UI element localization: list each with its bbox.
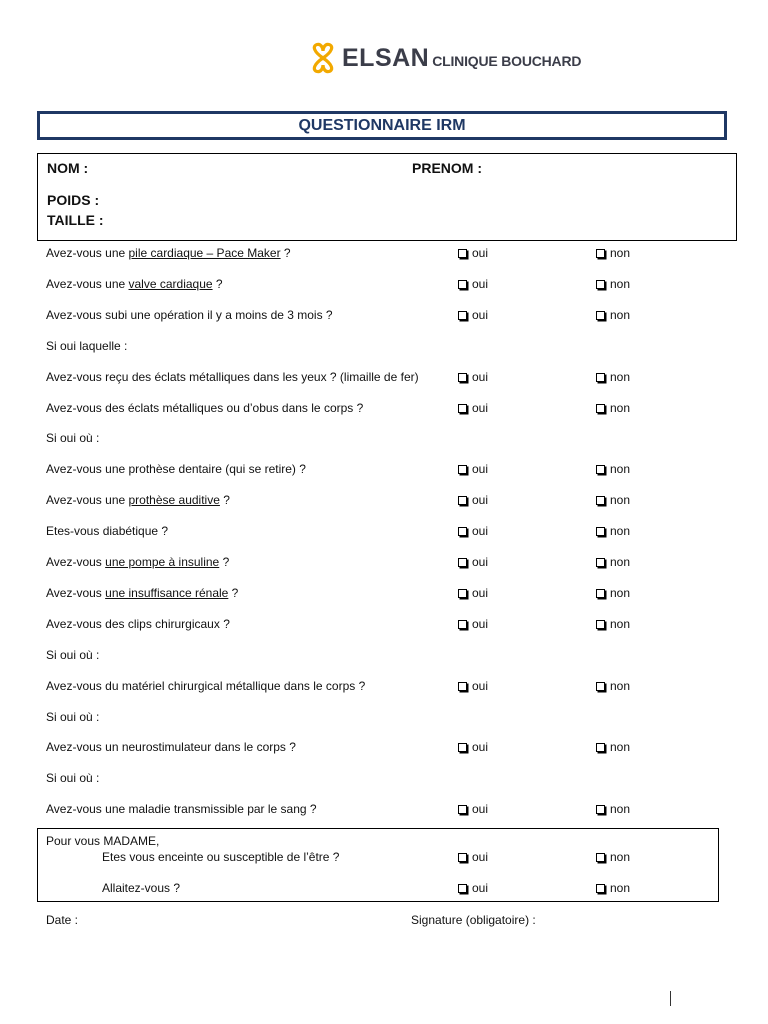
question-text-part: Avez-vous une maladie transmissible par le sang ? (46, 802, 317, 816)
signature-label: Signature (obligatoire) : (411, 913, 536, 927)
non-label: non (610, 524, 631, 538)
oui-label: oui (472, 679, 489, 693)
non-label: non (610, 493, 631, 507)
oui-checkbox[interactable] (458, 617, 488, 631)
question-text-part: Si oui où : (46, 710, 100, 724)
non-checkbox[interactable] (596, 850, 630, 864)
non-label: non (610, 679, 631, 693)
question-row (0, 555, 768, 573)
checkbox-icon (596, 682, 605, 691)
non-checkbox[interactable] (596, 586, 630, 600)
question-text-part: Si oui laquelle : (46, 339, 128, 353)
oui-checkbox[interactable] (458, 277, 488, 291)
checkbox-icon (458, 682, 467, 691)
non-label: non (610, 881, 631, 895)
oui-checkbox[interactable] (458, 493, 488, 507)
non-checkbox[interactable] (596, 881, 630, 895)
question-underlined-term: valve cardiaque (128, 277, 213, 291)
question-text (46, 277, 223, 291)
question-row (0, 308, 768, 326)
oui-label: oui (472, 401, 489, 415)
oui-checkbox[interactable] (458, 246, 488, 260)
question-row (0, 524, 768, 542)
question-row (0, 710, 768, 728)
non-checkbox[interactable] (596, 462, 630, 476)
checkbox-icon (596, 311, 605, 320)
checkbox-icon (458, 805, 467, 814)
non-label: non (610, 246, 631, 260)
non-label: non (610, 308, 631, 322)
question-underlined-term: une pompe à insuline (105, 555, 220, 569)
checkbox-icon (458, 311, 467, 320)
checkbox-icon (596, 496, 605, 505)
madame-question-row (0, 881, 768, 899)
oui-label: oui (472, 802, 489, 816)
oui-checkbox[interactable] (458, 401, 488, 415)
question-row (0, 586, 768, 604)
prenom-label: PRENOM : (412, 160, 482, 176)
checkbox-icon (458, 620, 467, 629)
oui-label: oui (472, 370, 489, 384)
question-text-part: Avez-vous (46, 555, 106, 569)
question-text (46, 740, 296, 754)
question-text-part: Etes-vous diabétique ? (46, 524, 169, 538)
non-label: non (610, 850, 631, 864)
logo-clinic: CLINIQUE BOUCHARD (432, 53, 582, 69)
non-label: non (610, 370, 631, 384)
oui-checkbox[interactable] (458, 740, 488, 754)
oui-label: oui (472, 246, 489, 260)
question-text-part: Avez-vous une (46, 246, 129, 260)
question-row (0, 277, 768, 295)
question-text-part: Si oui où : (46, 648, 100, 662)
question-text (46, 246, 291, 260)
non-label: non (610, 555, 631, 569)
question-text (46, 308, 333, 322)
oui-label: oui (472, 555, 489, 569)
checkbox-icon (596, 249, 605, 258)
question-text-part: Avez-vous subi une opération il y a moins de 3 mois ? (46, 308, 333, 322)
checkbox-icon (458, 496, 467, 505)
non-label: non (610, 462, 631, 476)
text-cursor (670, 991, 671, 1006)
question-text (46, 493, 230, 507)
checkbox-icon (458, 884, 467, 893)
question-text-part: Si oui où : (46, 431, 100, 445)
question-text-part: ? (212, 277, 223, 291)
poids-label: POIDS : (47, 192, 100, 208)
oui-label: oui (472, 850, 489, 864)
date-label: Date : (46, 913, 79, 927)
checkbox-icon (458, 465, 467, 474)
question-text-part: Avez-vous une prothèse dentaire (qui se retire) ? (46, 462, 306, 476)
question-text (46, 462, 306, 476)
question-row (0, 370, 768, 388)
oui-checkbox[interactable] (458, 308, 488, 322)
question-row (0, 246, 768, 264)
question-text (46, 617, 230, 631)
question-row (0, 648, 768, 666)
question-row (0, 401, 768, 419)
question-text-part: ? (219, 493, 230, 507)
madame-question-row (0, 850, 768, 868)
checkbox-icon (596, 280, 605, 289)
non-checkbox[interactable] (596, 246, 630, 260)
question-text-part: Avez-vous une (46, 493, 129, 507)
question-text (46, 648, 99, 662)
checkbox-icon (458, 853, 467, 862)
title-box (37, 111, 727, 140)
non-checkbox[interactable] (596, 308, 630, 322)
question-text-part: ? (280, 246, 291, 260)
oui-checkbox[interactable] (458, 370, 488, 384)
question-text (46, 431, 99, 445)
question-row (0, 493, 768, 511)
question-text-part: Avez-vous des clips chirurgicaux ? (46, 617, 230, 631)
logo-brand: ELSAN (342, 43, 430, 72)
checkbox-icon (596, 743, 605, 752)
question-text-part: Avez-vous un neurostimulateur dans le corps ? (46, 740, 296, 754)
oui-label: oui (472, 462, 489, 476)
non-checkbox[interactable] (596, 401, 630, 415)
oui-checkbox[interactable] (458, 850, 488, 864)
question-text: Etes vous enceinte ou susceptible de l’être ? (102, 850, 340, 864)
checkbox-icon (596, 558, 605, 567)
checkbox-icon (596, 589, 605, 598)
oui-label: oui (472, 493, 489, 507)
non-checkbox[interactable] (596, 524, 630, 538)
madame-heading: Pour vous MADAME, (46, 834, 160, 848)
non-checkbox[interactable] (596, 555, 630, 569)
oui-checkbox[interactable] (458, 586, 488, 600)
oui-label: oui (472, 740, 489, 754)
question-text (46, 524, 168, 538)
checkbox-icon (458, 743, 467, 752)
checkbox-icon (458, 373, 467, 382)
checkbox-icon (458, 589, 467, 598)
question-text-part: Avez-vous une (46, 277, 129, 291)
checkbox-icon (458, 558, 467, 567)
question-underlined-term: prothèse auditive (128, 493, 220, 507)
question-text-part: Avez-vous des éclats métalliques ou d’obus dans le corps ? (46, 401, 364, 415)
checkbox-icon (596, 373, 605, 382)
checkbox-icon (458, 527, 467, 536)
question-text (46, 370, 419, 384)
checkbox-icon (458, 280, 467, 289)
identity-box (37, 153, 737, 241)
page-title: QUESTIONNAIRE IRM (298, 116, 466, 134)
question-text (46, 401, 363, 415)
question-text-part: ? (219, 555, 230, 569)
question-text (46, 771, 99, 785)
checkbox-icon (596, 404, 605, 413)
non-label: non (610, 617, 631, 631)
question-row (0, 462, 768, 480)
question-text-part: Avez-vous reçu des éclats métalliques dans les yeux ? (limaille de fer) (46, 370, 419, 384)
oui-checkbox[interactable] (458, 881, 488, 895)
question-text (46, 679, 365, 693)
oui-checkbox[interactable] (458, 802, 488, 816)
non-label: non (610, 802, 631, 816)
checkbox-icon (596, 465, 605, 474)
question-underlined-term: une insuffisance rénale (105, 586, 229, 600)
oui-label: oui (472, 308, 489, 322)
checkbox-icon (596, 884, 605, 893)
question-underlined-term: pile cardiaque – Pace Maker (128, 246, 281, 260)
non-checkbox[interactable] (596, 277, 630, 291)
elsan-knot-icon (310, 42, 336, 74)
clinic-logo (310, 40, 581, 76)
question-text-part: Si oui où : (46, 771, 100, 785)
non-label: non (610, 586, 631, 600)
checkbox-icon (458, 249, 467, 258)
checkbox-icon (596, 527, 605, 536)
oui-label: oui (472, 586, 489, 600)
checkbox-icon (458, 404, 467, 413)
question-text (46, 710, 99, 724)
non-checkbox[interactable] (596, 802, 630, 816)
oui-label: oui (472, 617, 489, 631)
checkbox-icon (596, 620, 605, 629)
non-label: non (610, 277, 631, 291)
non-label: non (610, 401, 631, 415)
taille-label: TAILLE : (47, 212, 104, 228)
non-checkbox[interactable] (596, 740, 630, 754)
question-text (46, 586, 238, 600)
question-text-part: ? (228, 586, 239, 600)
oui-checkbox[interactable] (458, 679, 488, 693)
oui-checkbox[interactable] (458, 524, 488, 538)
oui-label: oui (472, 524, 489, 538)
question-text-part: Avez-vous du matériel chirurgical métallique dans le corps ? (46, 679, 366, 693)
question-text: Allaitez-vous ? (102, 881, 181, 895)
nom-label: NOM : (47, 160, 89, 176)
question-row (0, 617, 768, 635)
question-row (0, 771, 768, 789)
checkbox-icon (596, 853, 605, 862)
non-checkbox[interactable] (596, 370, 630, 384)
question-text (46, 555, 229, 569)
checkbox-icon (596, 805, 605, 814)
non-label: non (610, 740, 631, 754)
question-row (0, 679, 768, 697)
oui-label: oui (472, 881, 489, 895)
question-row (0, 431, 768, 449)
question-text (46, 802, 317, 816)
question-text-part: Avez-vous (46, 586, 106, 600)
question-row (0, 740, 768, 758)
question-row (0, 339, 768, 357)
non-checkbox[interactable] (596, 617, 630, 631)
oui-checkbox[interactable] (458, 462, 488, 476)
question-row (0, 802, 768, 820)
oui-label: oui (472, 277, 489, 291)
non-checkbox[interactable] (596, 493, 630, 507)
non-checkbox[interactable] (596, 679, 630, 693)
question-text (46, 339, 127, 353)
oui-checkbox[interactable] (458, 555, 488, 569)
